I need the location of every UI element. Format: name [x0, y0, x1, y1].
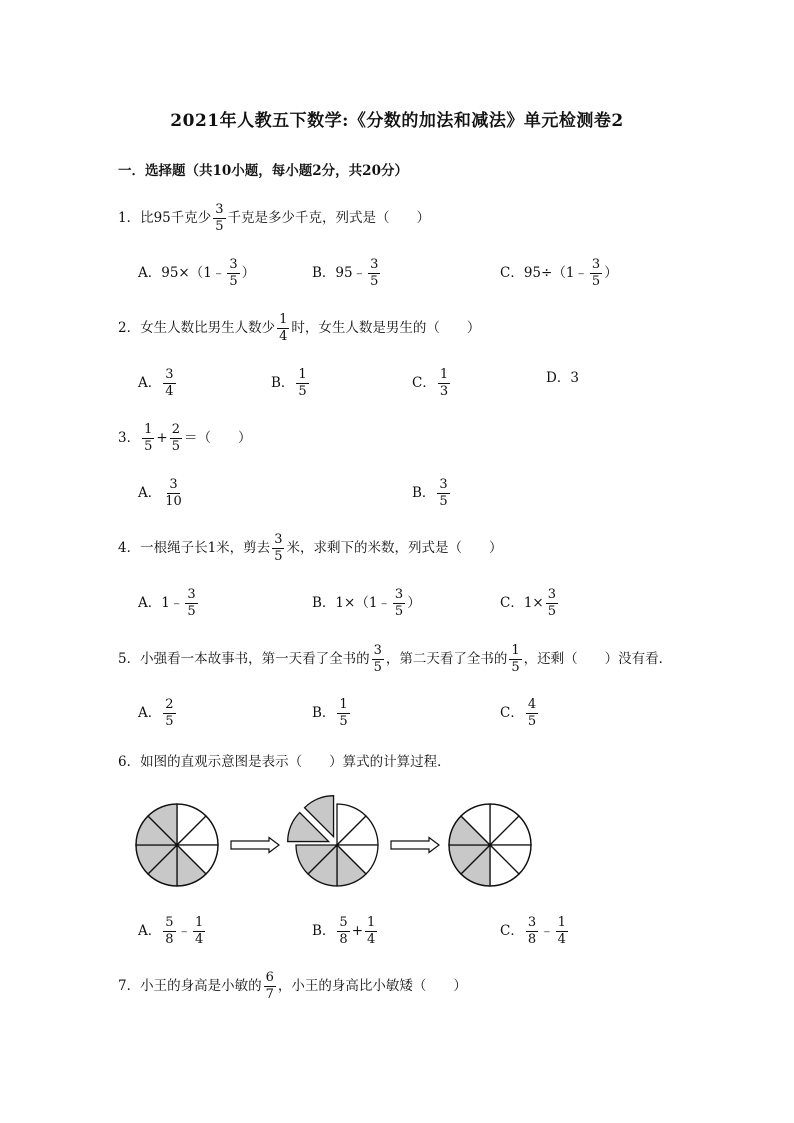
fraction: $\frac{3}{5}$ [274, 532, 283, 564]
fraction: $\frac{1}{4}$ [557, 915, 566, 947]
fraction: $\frac{6}{7}$ [265, 970, 274, 1002]
option-6a[interactable]: A． $\frac{5}{8}$ ﹣ $\frac{1}{4}$ [138, 915, 204, 947]
option-5b[interactable]: B． $\frac{1}{5}$ [312, 697, 348, 729]
option-5a[interactable]: A． $\frac{2}{5}$ [138, 697, 174, 729]
sector [337, 816, 378, 845]
question-7: 7．小王的身高是小敏的 $\frac{6}{7}$ ，小王的身高比小敏矮（ ） [118, 970, 467, 1002]
fraction: $\frac{3}{5}$ [394, 587, 404, 619]
section-header: 一．选择题（共10小题，每小题2分，共20分） [118, 163, 408, 179]
fraction: $\frac{2}{5}$ [171, 422, 180, 454]
option-4b[interactable]: B．1×（1﹣ $\frac{3}{5}$ ） [312, 587, 421, 619]
question-text: 千克是多少千克，列式是（ ） [227, 210, 431, 226]
fraction: $\frac{3}{10}$ [165, 477, 182, 509]
option-2a[interactable]: A． $\frac{3}{4}$ [138, 367, 174, 399]
option-4c[interactable]: C．1× $\frac{3}{5}$ [500, 587, 557, 619]
fraction: $\frac{3}{5}$ [229, 257, 238, 289]
fraction: $\frac{3}{4}$ [165, 367, 174, 399]
fraction: $\frac{3}{5}$ [591, 257, 601, 289]
fraction: $\frac{3}{5}$ [370, 257, 379, 289]
circle-outline [449, 804, 531, 886]
removed-sector [305, 796, 334, 837]
question-text: 2．女生人数比男生人数少 [118, 320, 276, 336]
shaded-sector [148, 845, 177, 886]
option-2c[interactable]: C． $\frac{1}{3}$ [412, 367, 449, 399]
question-5: 5．小强看一本故事书，第一天看了全书的 $\frac{3}{5}$ ，第二天看了全书的 $\frac{1}{5}$ ，还剩（ ）没有看． [118, 643, 673, 675]
option-4a[interactable]: A．1﹣ $\frac{3}{5}$ [138, 587, 196, 619]
option-1c[interactable]: C．95÷（1﹣ $\frac{3}{5}$ ） [500, 257, 618, 289]
shaded-sector [449, 816, 490, 845]
option-6b[interactable]: B． $\frac{5}{8}$ + $\frac{1}{4}$ [312, 915, 376, 947]
option-3a[interactable]: A． $\frac{3}{10}$ [138, 477, 182, 509]
sector [490, 816, 531, 845]
option-6c[interactable]: C． $\frac{3}{8}$ ﹣ $\frac{1}{4}$ [500, 915, 566, 947]
question-2 [118, 313, 480, 344]
sector [177, 804, 206, 845]
question-4: 4．一根绳子长1米，剪去 $\frac{3}{5}$ 米，求剩下的米数，列式是（ ） [118, 532, 503, 564]
sector [177, 816, 218, 845]
question-text: 时，女生人数是男生的（ ） [291, 320, 481, 336]
fraction: $\frac{3}{5}$ [439, 477, 448, 509]
option-3b[interactable]: B． $\frac{3}{5}$ [412, 477, 448, 509]
shaded-sector [136, 816, 177, 845]
question-6: 6．如图的直观示意图是表示（ ）算式的计算过程． [118, 754, 451, 770]
sector [490, 845, 519, 886]
fraction: $\frac{1}{5}$ [339, 697, 348, 729]
fraction: $\frac{1}{5}$ [298, 367, 307, 399]
shaded-sector [148, 804, 177, 845]
fraction: $\frac{4}{5}$ [527, 697, 537, 729]
fraction: $\frac{5}{8}$ [165, 915, 174, 947]
shaded-sector [136, 845, 177, 874]
fraction: $\frac{1}{5}$ [511, 643, 520, 675]
fraction: $\frac{3}{8}$ [527, 915, 537, 947]
option-5c[interactable]: C． $\frac{4}{5}$ [500, 697, 537, 729]
fraction: $\frac{1}{4}$ [367, 915, 376, 947]
option-2b[interactable]: B． $\frac{1}{5}$ [271, 367, 307, 399]
fraction: $\frac{3}{5}$ [547, 587, 557, 619]
shaded-sector [337, 845, 366, 886]
fraction: $\frac{1}{5}$ [144, 422, 153, 454]
question-text: 1．比95千克少 [118, 210, 212, 226]
shaded-sector [449, 845, 490, 874]
option-1b[interactable]: B．95﹣ $\frac{3}{5}$ [312, 257, 379, 289]
sector [337, 845, 378, 874]
fraction: $\frac{3}{5}$ [373, 643, 382, 675]
fraction: $\frac{1}{4}$ [279, 312, 288, 344]
fraction: $\frac{5}{8}$ [339, 915, 348, 947]
question-1 [118, 203, 430, 234]
document-title: 2021年人教五下数学:《分数的加法和减法》单元检测卷2 [170, 111, 624, 131]
fraction: $\frac{3}{5}$ [215, 202, 224, 234]
shaded-sector [296, 845, 337, 874]
option-2d[interactable]: D．3 [546, 370, 579, 386]
option-1a[interactable]: A．95×（1﹣ $\frac{3}{5}$ ） [138, 257, 256, 289]
removed-sector [288, 813, 329, 842]
circle-outline [136, 804, 218, 886]
shaded-sector [308, 845, 337, 886]
right-arrow-icon [231, 838, 279, 853]
fraction: $\frac{1}{3}$ [439, 367, 449, 399]
shaded-sector [461, 845, 490, 886]
sector [461, 804, 490, 845]
sector [490, 804, 519, 845]
sector [337, 804, 366, 845]
fraction: $\frac{3}{5}$ [187, 587, 196, 619]
sector [490, 845, 531, 874]
right-arrow-icon [391, 838, 439, 853]
sector [177, 845, 218, 874]
fraction: $\frac{1}{4}$ [195, 915, 204, 947]
shaded-sector [177, 845, 206, 886]
fraction: $\frac{2}{5}$ [165, 697, 174, 729]
question-3: 3． $\frac{1}{5}$ + $\frac{2}{5}$ ＝（ ） [118, 422, 252, 454]
